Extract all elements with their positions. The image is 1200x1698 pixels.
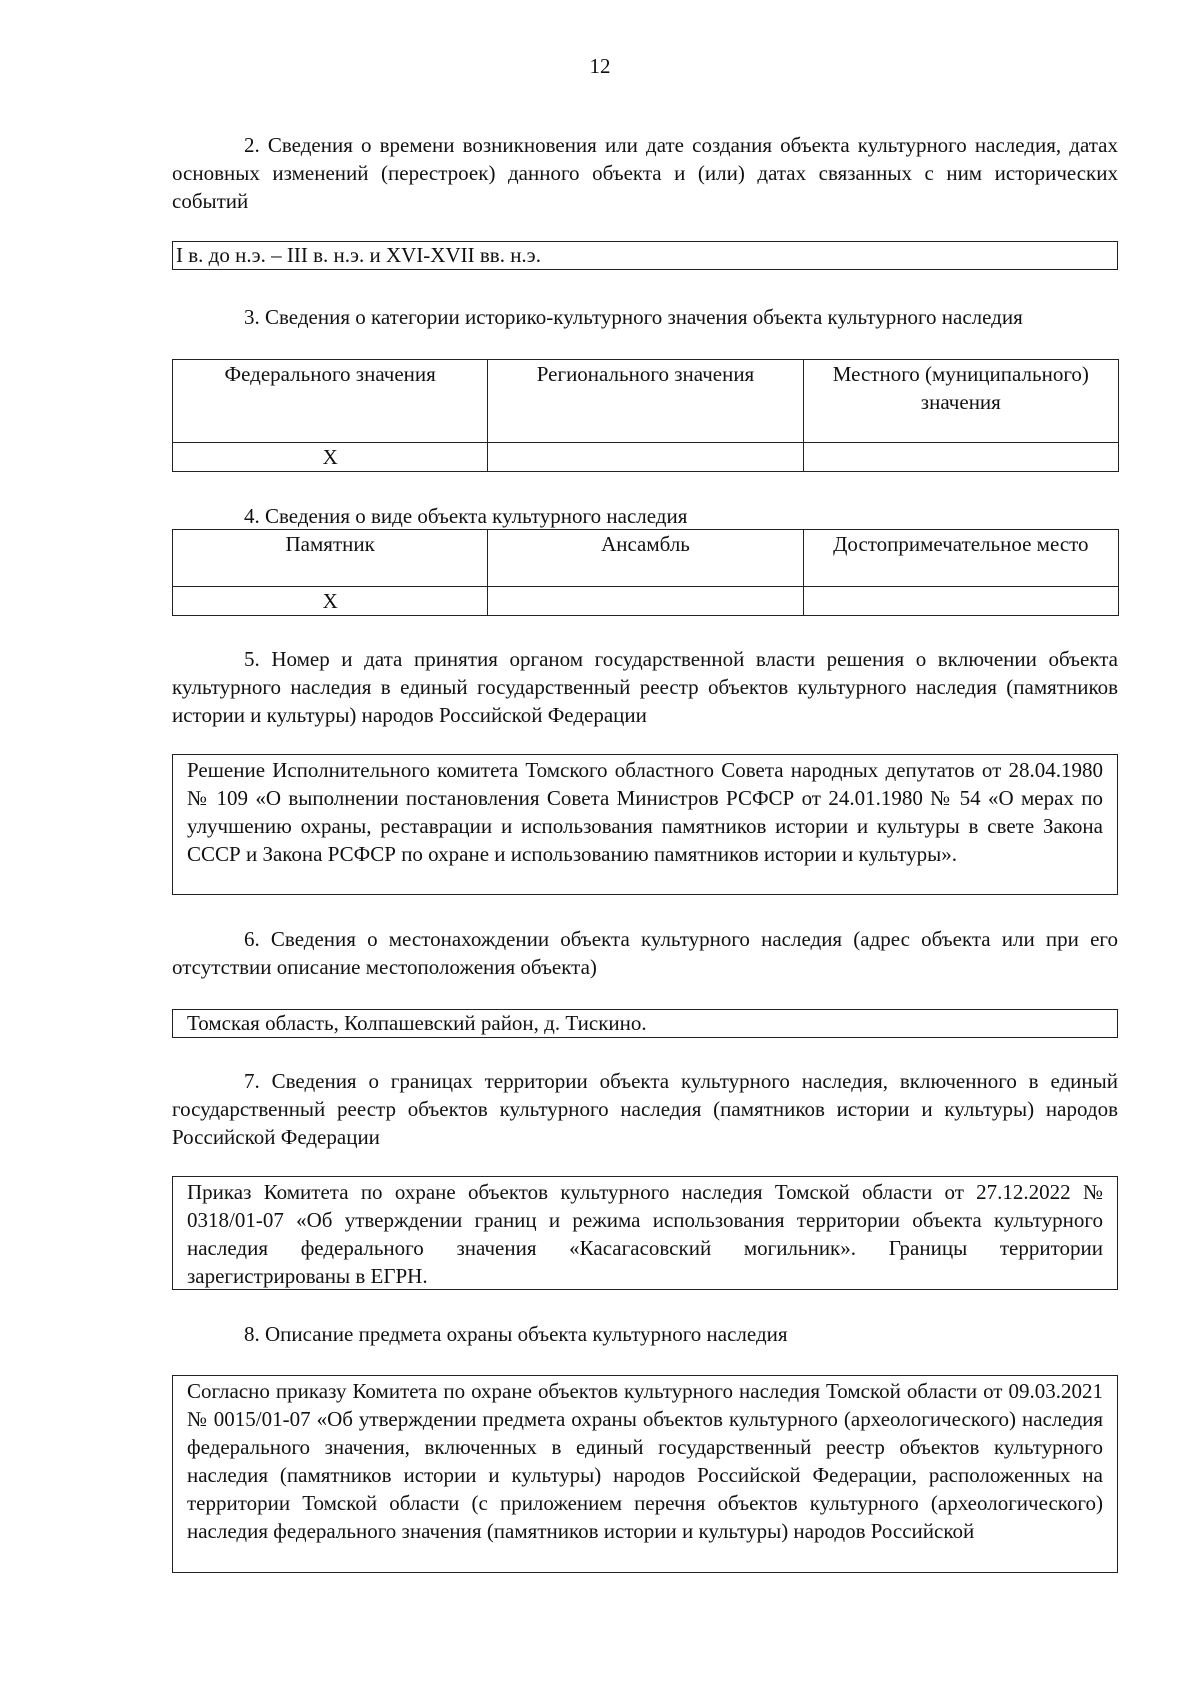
section-7-heading: 7. Сведения о границах территории объекта культурного наследия, включенного в единый государственный реестр объектов культурного наследия (памятников истории и культуры) народов Российской Федерации — [172, 1069, 1118, 1149]
section-5-value: Решение Исполнительного комитета Томского областного Совета народных депутатов от 28.04.1980 № 109 «О выполнении постановления Совета Министров РСФСР от 24.01.1980 № 54 «О мерах по улучшению охраны, реставрации и использования памятников истории и культуры в свете Закона СССР и Закона РСФСР по охране и использованию памятников истории и культуры». — [187, 758, 1103, 866]
type-landmark-mark — [803, 587, 1118, 616]
section-4-heading: 4. Сведения о виде объекта культурного наследия — [244, 504, 688, 528]
section-6-heading: 6. Сведения о местонахождении объекта культурного наследия (адрес объекта или при его отсутствии описание местоположения объекта) — [172, 927, 1118, 979]
section-2-heading: 2. Сведения о времени возникновения или дате создания объекта культурного наследия, датах основных изменений (перестроек) данного объекта и (или) датах связанных с ним исторических событий — [172, 133, 1118, 213]
category-regional-mark — [488, 443, 803, 472]
section-7-value: Приказ Комитета по охране объектов культурного наследия Томской области от 27.12.2022 № 0318/01-07 «Об утверждении границ и режима использования территории объекта культурного наследия федерального значения «Касагасовский могильник». Границы территории зарегистрированы в ЕГРН. — [187, 1180, 1103, 1288]
section-2-value-box — [172, 241, 1118, 270]
section-6-value-box — [172, 1009, 1118, 1038]
section-2-value: I в. до н.э. – III в. н.э. и XVI-XVII вв. н.э. — [176, 243, 541, 267]
section-5-heading: 5. Номер и дата принятия органом государственной власти решения о включении объекта культурного наследия в единый государственный реестр объектов культурного наследия (памятников истории и культуры) народов Российской Федерации — [172, 647, 1118, 727]
category-local-header: Местного (муниципального) значения — [803, 360, 1118, 443]
section-3-category-table — [172, 359, 1119, 472]
category-local-mark — [803, 443, 1118, 472]
section-8-heading: 8. Описание предмета охраны объекта культурного наследия — [244, 1322, 788, 1346]
section-4-type-table — [172, 529, 1119, 616]
section-6-value: Томская область, Колпашевский район, д. Тискино. — [187, 1011, 647, 1035]
type-landmark-header: Достопримечательное место — [803, 530, 1118, 587]
section-8-value: Согласно приказу Комитета по охране объектов культурного наследия Томской области от 09.03.2021 № 0015/01-07 «Об утверждении предмета охраны объектов культурного (археологического) наследия федерального значения, включенных в единый государственный реестр объектов культурного наследия (памятников истории и культуры) народов Российской Федерации, расположенных на территории Томской области (с приложением перечня объектов культурного (археологического) наследия федерального значения (памятников истории и культуры) народов Российской — [187, 1379, 1103, 1543]
type-monument-mark: Х — [173, 587, 488, 616]
section-3-heading: 3. Сведения о категории историко-культурного значения объекта культурного наследия — [244, 305, 1023, 329]
category-regional-header: Регионального значения — [488, 360, 803, 443]
section-5-value-box — [172, 754, 1118, 895]
type-ensemble-header: Ансамбль — [488, 530, 803, 587]
category-federal-header: Федерального значения — [173, 360, 488, 443]
section-8-value-box — [172, 1375, 1118, 1573]
category-federal-mark: Х — [173, 443, 488, 472]
section-7-value-box — [172, 1176, 1118, 1290]
page-number: 12 — [589, 54, 611, 78]
type-ensemble-mark — [488, 587, 803, 616]
type-monument-header: Памятник — [173, 530, 488, 587]
